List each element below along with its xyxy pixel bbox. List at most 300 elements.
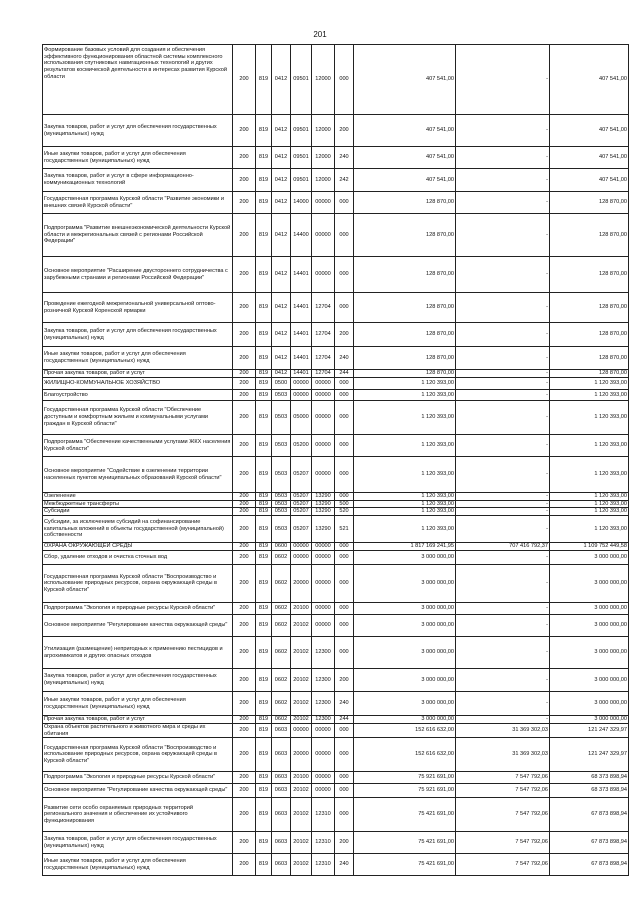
row-name: Государственная программа Курской области "Воспроизводство и использование природных ресурсов, охрана окружающей среды в Курской области" [43, 565, 233, 603]
row-name: Основное мероприятие "Регулирование качества окружающей среды" [43, 784, 233, 798]
row-direction-code: 12300 [312, 669, 335, 692]
row-remaining-amount: 1 120 393,00 [550, 378, 629, 390]
table-row [43, 347, 629, 370]
row-remaining-amount: 128 870,00 [550, 323, 629, 347]
row-program-code: 14400 [291, 214, 312, 257]
row-gov-code: 819 [256, 716, 272, 724]
row-expense-type: 200 [335, 323, 354, 347]
table-row [43, 500, 629, 508]
row-admin-code: 200 [233, 565, 256, 603]
row-remaining-amount: 128 870,00 [550, 293, 629, 323]
row-name: Закупка товаров, работ и услуг для обеспечения государственных (муниципальных) нужд [43, 832, 233, 854]
row-remaining-amount: 1 120 393,00 [550, 435, 629, 457]
row-program-code: 20102 [291, 669, 312, 692]
row-gov-code: 819 [256, 772, 272, 784]
row-expense-type: 000 [335, 798, 354, 832]
row-name: Закупка товаров, работ и услуг в сфере информационно-коммуникационных технологий [43, 169, 233, 192]
row-name: Развитие сети особо охраняемых природных территорий регионального значения и обеспечение их устойчивого функционирования [43, 798, 233, 832]
row-executed-amount: - [456, 493, 550, 501]
row-direction-code: 12704 [312, 323, 335, 347]
row-section-code: 0503 [272, 516, 291, 543]
row-expense-type: 000 [335, 45, 354, 115]
row-executed-amount: - [456, 435, 550, 457]
row-gov-code: 819 [256, 637, 272, 669]
row-gov-code: 819 [256, 115, 272, 147]
page-number: 201 [313, 30, 327, 39]
row-direction-code: 00000 [312, 603, 335, 615]
row-gov-code: 819 [256, 603, 272, 615]
row-name: Государственная программа Курской области "Развитие экономики и внешних связей Курской области" [43, 192, 233, 214]
row-expense-type: 000 [335, 390, 354, 401]
row-remaining-amount: 407 541,00 [550, 169, 629, 192]
row-program-code: 14000 [291, 192, 312, 214]
row-executed-amount: 31 369 302,03 [456, 723, 550, 737]
row-gov-code: 819 [256, 692, 272, 716]
row-admin-code: 200 [233, 669, 256, 692]
table-row [43, 293, 629, 323]
table-row [43, 323, 629, 347]
row-plan-amount: 152 616 632,00 [354, 738, 456, 772]
row-expense-type: 200 [335, 115, 354, 147]
row-gov-code: 819 [256, 192, 272, 214]
row-executed-amount: - [456, 551, 550, 565]
row-admin-code: 200 [233, 508, 256, 516]
row-remaining-amount: 128 870,00 [550, 257, 629, 293]
row-program-code: 20102 [291, 854, 312, 876]
row-gov-code: 819 [256, 169, 272, 192]
row-remaining-amount: 1 120 393,00 [550, 500, 629, 508]
row-plan-amount: 75 421 691,00 [354, 832, 456, 854]
row-program-code: 05000 [291, 401, 312, 435]
row-admin-code: 200 [233, 457, 256, 493]
row-remaining-amount: 1 120 393,00 [550, 508, 629, 516]
row-gov-code: 819 [256, 214, 272, 257]
row-expense-type: 200 [335, 669, 354, 692]
row-executed-amount: - [456, 669, 550, 692]
row-section-code: 0600 [272, 543, 291, 551]
row-executed-amount: - [456, 516, 550, 543]
row-remaining-amount: 121 247 329,97 [550, 723, 629, 737]
row-program-code: 20000 [291, 565, 312, 603]
row-remaining-amount: 1 120 393,00 [550, 390, 629, 401]
row-admin-code: 200 [233, 323, 256, 347]
row-program-code: 14401 [291, 293, 312, 323]
row-section-code: 0603 [272, 832, 291, 854]
row-expense-type: 000 [335, 603, 354, 615]
row-executed-amount: 7 547 792,06 [456, 798, 550, 832]
row-program-code: 09501 [291, 45, 312, 115]
row-expense-type: 000 [335, 784, 354, 798]
row-remaining-amount: 3 000 000,00 [550, 692, 629, 716]
table-row [43, 692, 629, 716]
row-gov-code: 819 [256, 257, 272, 293]
row-plan-amount: 152 616 632,00 [354, 723, 456, 737]
row-executed-amount: 7 547 792,06 [456, 772, 550, 784]
row-executed-amount: - [456, 169, 550, 192]
row-section-code: 0412 [272, 45, 291, 115]
row-program-code: 09501 [291, 169, 312, 192]
row-remaining-amount: 67 873 898,94 [550, 854, 629, 876]
row-expense-type: 000 [335, 543, 354, 551]
row-executed-amount: - [456, 565, 550, 603]
row-admin-code: 200 [233, 603, 256, 615]
row-remaining-amount: 68 373 898,94 [550, 772, 629, 784]
table-row [43, 435, 629, 457]
row-admin-code: 200 [233, 435, 256, 457]
row-gov-code: 819 [256, 457, 272, 493]
row-executed-amount: - [456, 500, 550, 508]
row-name: Государственная программа Курской области "Обеспечение доступным и комфортным жильем и коммунальными услугами граждан в Курской области" [43, 401, 233, 435]
row-executed-amount: - [456, 390, 550, 401]
row-remaining-amount: 3 000 000,00 [550, 603, 629, 615]
row-plan-amount: 128 870,00 [354, 323, 456, 347]
row-plan-amount: 128 870,00 [354, 214, 456, 257]
row-name: Подпрограмма "Обеспечение качественными услугами ЖКХ населения Курской области" [43, 435, 233, 457]
row-program-code: 00000 [291, 390, 312, 401]
row-admin-code: 200 [233, 615, 256, 637]
row-name: Закупка товаров, работ и услуг для обеспечения государственных (муниципальных) нужд [43, 115, 233, 147]
row-gov-code: 819 [256, 551, 272, 565]
row-admin-code: 200 [233, 493, 256, 501]
row-program-code: 00000 [291, 551, 312, 565]
row-direction-code: 00000 [312, 551, 335, 565]
row-section-code: 0503 [272, 435, 291, 457]
row-admin-code: 200 [233, 293, 256, 323]
row-program-code: 20102 [291, 637, 312, 669]
row-plan-amount: 1 120 393,00 [354, 493, 456, 501]
table-row [43, 637, 629, 669]
row-name: Подпрограмма "Экология и природные ресурсы Курской области" [43, 772, 233, 784]
row-program-code: 05200 [291, 435, 312, 457]
row-name: Субсидии, за исключением субсидий на софинансирование капитальных вложений в объекты государственной (муниципальной) собственности [43, 516, 233, 543]
row-plan-amount: 407 541,00 [354, 169, 456, 192]
row-gov-code: 819 [256, 45, 272, 115]
row-direction-code: 00000 [312, 615, 335, 637]
row-plan-amount: 3 000 000,00 [354, 637, 456, 669]
row-name: Основное мероприятие "Регулирование качества окружающей среды" [43, 615, 233, 637]
row-section-code: 0602 [272, 565, 291, 603]
row-admin-code: 200 [233, 500, 256, 508]
row-executed-amount: - [456, 637, 550, 669]
row-expense-type: 000 [335, 493, 354, 501]
row-remaining-amount: 68 373 898,94 [550, 784, 629, 798]
row-direction-code: 12704 [312, 293, 335, 323]
row-admin-code: 200 [233, 516, 256, 543]
row-expense-type: 000 [335, 293, 354, 323]
row-program-code: 20102 [291, 692, 312, 716]
row-executed-amount: 7 547 792,06 [456, 784, 550, 798]
row-direction-code: 12300 [312, 637, 335, 669]
row-expense-type: 200 [335, 832, 354, 854]
row-gov-code: 819 [256, 565, 272, 603]
table-row [43, 169, 629, 192]
row-program-code: 05207 [291, 500, 312, 508]
row-gov-code: 819 [256, 347, 272, 370]
table-row [43, 784, 629, 798]
row-plan-amount: 3 000 000,00 [354, 603, 456, 615]
row-section-code: 0602 [272, 669, 291, 692]
row-section-code: 0412 [272, 192, 291, 214]
row-section-code: 0602 [272, 551, 291, 565]
row-admin-code: 200 [233, 692, 256, 716]
row-remaining-amount: 3 000 000,00 [550, 565, 629, 603]
row-section-code: 0503 [272, 401, 291, 435]
row-plan-amount: 75 421 691,00 [354, 854, 456, 876]
row-admin-code: 200 [233, 401, 256, 435]
row-plan-amount: 3 000 000,00 [354, 615, 456, 637]
row-name: Основное мероприятие "Содействие в озеленении территории населенных пунктов муниципальных образований Курской области" [43, 457, 233, 493]
row-direction-code: 00000 [312, 192, 335, 214]
row-admin-code: 200 [233, 147, 256, 169]
row-direction-code: 00000 [312, 784, 335, 798]
row-executed-amount: - [456, 370, 550, 378]
row-remaining-amount: 1 120 393,00 [550, 401, 629, 435]
row-expense-type: 244 [335, 370, 354, 378]
row-expense-type: 244 [335, 716, 354, 724]
row-admin-code: 200 [233, 214, 256, 257]
row-program-code: 20102 [291, 784, 312, 798]
row-admin-code: 200 [233, 390, 256, 401]
row-executed-amount: - [456, 214, 550, 257]
row-name: Утилизация (размещение) непригодных к применению пестицидов и агрохимикатов и других опасных отходов [43, 637, 233, 669]
row-expense-type: 520 [335, 508, 354, 516]
table-row [43, 192, 629, 214]
table-row [43, 508, 629, 516]
row-remaining-amount: 407 541,00 [550, 115, 629, 147]
row-name: Прочая закупка товаров, работ и услуг [43, 716, 233, 724]
row-remaining-amount: 407 541,00 [550, 45, 629, 115]
table-row [43, 551, 629, 565]
table-row [43, 669, 629, 692]
row-plan-amount: 128 870,00 [354, 347, 456, 370]
row-expense-type: 242 [335, 169, 354, 192]
row-name: Межбюджетные трансферты [43, 500, 233, 508]
row-expense-type: 240 [335, 147, 354, 169]
row-plan-amount: 3 000 000,00 [354, 565, 456, 603]
row-executed-amount: - [456, 257, 550, 293]
row-admin-code: 200 [233, 784, 256, 798]
row-plan-amount: 1 120 393,00 [354, 390, 456, 401]
row-plan-amount: 1 120 393,00 [354, 516, 456, 543]
row-executed-amount: - [456, 716, 550, 724]
row-name: Благоустройство [43, 390, 233, 401]
row-admin-code: 200 [233, 738, 256, 772]
row-direction-code: 00000 [312, 390, 335, 401]
row-name: Государственная программа Курской области "Воспроизводство и использование природных ресурсов, охрана окружающей среды в Курской области" [43, 738, 233, 772]
table-row [43, 115, 629, 147]
row-program-code: 20100 [291, 603, 312, 615]
row-section-code: 0500 [272, 378, 291, 390]
row-section-code: 0412 [272, 214, 291, 257]
row-expense-type: 240 [335, 854, 354, 876]
row-section-code: 0602 [272, 637, 291, 669]
row-plan-amount: 128 870,00 [354, 257, 456, 293]
row-admin-code: 200 [233, 115, 256, 147]
row-admin-code: 200 [233, 370, 256, 378]
row-gov-code: 819 [256, 854, 272, 876]
row-expense-type: 000 [335, 435, 354, 457]
row-admin-code: 200 [233, 551, 256, 565]
row-executed-amount: - [456, 323, 550, 347]
row-plan-amount: 1 120 393,00 [354, 457, 456, 493]
row-remaining-amount: 3 000 000,00 [550, 615, 629, 637]
row-section-code: 0503 [272, 390, 291, 401]
row-remaining-amount: 67 873 898,94 [550, 832, 629, 854]
row-remaining-amount: 1 120 393,00 [550, 457, 629, 493]
row-plan-amount: 407 541,00 [354, 115, 456, 147]
row-direction-code: 00000 [312, 257, 335, 293]
row-section-code: 0603 [272, 738, 291, 772]
row-plan-amount: 407 541,00 [354, 45, 456, 115]
row-section-code: 0412 [272, 370, 291, 378]
row-section-code: 0412 [272, 147, 291, 169]
row-admin-code: 200 [233, 772, 256, 784]
row-gov-code: 819 [256, 401, 272, 435]
row-gov-code: 819 [256, 147, 272, 169]
row-direction-code: 13290 [312, 493, 335, 501]
row-direction-code: 00000 [312, 772, 335, 784]
row-admin-code: 200 [233, 798, 256, 832]
row-executed-amount: - [456, 615, 550, 637]
row-program-code: 00000 [291, 543, 312, 551]
row-program-code: 05207 [291, 457, 312, 493]
row-gov-code: 819 [256, 493, 272, 501]
row-plan-amount: 1 817 169 241,95 [354, 543, 456, 551]
row-executed-amount: - [456, 115, 550, 147]
row-section-code: 0603 [272, 784, 291, 798]
row-plan-amount: 75 421 691,00 [354, 798, 456, 832]
table-row [43, 401, 629, 435]
row-direction-code: 13290 [312, 516, 335, 543]
table-row [43, 390, 629, 401]
row-expense-type: 000 [335, 214, 354, 257]
row-executed-amount: 7 547 792,06 [456, 854, 550, 876]
row-gov-code: 819 [256, 784, 272, 798]
row-remaining-amount: 3 000 000,00 [550, 716, 629, 724]
row-plan-amount: 3 000 000,00 [354, 669, 456, 692]
row-program-code: 14401 [291, 370, 312, 378]
row-remaining-amount: 1 120 393,00 [550, 493, 629, 501]
row-section-code: 0603 [272, 723, 291, 737]
row-expense-type: 000 [335, 738, 354, 772]
table-row [43, 214, 629, 257]
row-gov-code: 819 [256, 723, 272, 737]
row-section-code: 0602 [272, 615, 291, 637]
table-row [43, 543, 629, 551]
row-program-code: 14401 [291, 323, 312, 347]
row-admin-code: 200 [233, 257, 256, 293]
row-section-code: 0503 [272, 508, 291, 516]
row-direction-code: 00000 [312, 401, 335, 435]
row-direction-code: 12300 [312, 692, 335, 716]
row-expense-type: 000 [335, 257, 354, 293]
row-name: Иные закупки товаров, работ и услуг для обеспечения государственных (муниципальных) нужд [43, 147, 233, 169]
row-program-code: 20102 [291, 832, 312, 854]
budget-table [42, 44, 629, 876]
row-direction-code: 00000 [312, 457, 335, 493]
row-expense-type: 000 [335, 192, 354, 214]
row-remaining-amount: 128 870,00 [550, 214, 629, 257]
row-gov-code: 819 [256, 378, 272, 390]
row-name: Охрана объектов растительного и животного мира и среды их обитания [43, 723, 233, 737]
table-body [43, 45, 629, 876]
row-name: Прочая закупка товаров, работ и услуг [43, 370, 233, 378]
row-direction-code: 12310 [312, 798, 335, 832]
row-gov-code: 819 [256, 832, 272, 854]
row-executed-amount: - [456, 45, 550, 115]
row-program-code: 20100 [291, 772, 312, 784]
table-row [43, 516, 629, 543]
row-gov-code: 819 [256, 798, 272, 832]
row-direction-code: 13290 [312, 500, 335, 508]
row-expense-type: 500 [335, 500, 354, 508]
row-name: Озеленение [43, 493, 233, 501]
row-expense-type: 000 [335, 637, 354, 669]
row-direction-code: 12000 [312, 147, 335, 169]
row-executed-amount: - [456, 378, 550, 390]
row-name: Закупка товаров, работ и услуг для обеспечения государственных (муниципальных) нужд [43, 669, 233, 692]
row-plan-amount: 3 000 000,00 [354, 716, 456, 724]
row-direction-code: 12310 [312, 854, 335, 876]
row-executed-amount: - [456, 401, 550, 435]
row-admin-code: 200 [233, 543, 256, 551]
row-section-code: 0412 [272, 257, 291, 293]
row-remaining-amount: 3 000 000,00 [550, 669, 629, 692]
row-expense-type: 000 [335, 723, 354, 737]
row-section-code: 0503 [272, 500, 291, 508]
row-direction-code: 12704 [312, 347, 335, 370]
row-plan-amount: 1 120 393,00 [354, 401, 456, 435]
row-executed-amount: - [456, 692, 550, 716]
table-row [43, 493, 629, 501]
row-section-code: 0503 [272, 493, 291, 501]
row-executed-amount: - [456, 192, 550, 214]
row-section-code: 0602 [272, 603, 291, 615]
row-gov-code: 819 [256, 669, 272, 692]
row-remaining-amount: 67 873 898,94 [550, 798, 629, 832]
row-expense-type: 000 [335, 457, 354, 493]
row-program-code: 09501 [291, 147, 312, 169]
row-name: ОХРАНА ОКРУЖАЮЩЕЙ СРЕДЫ [43, 543, 233, 551]
table-row [43, 45, 629, 115]
row-executed-amount: - [456, 603, 550, 615]
row-program-code: 00000 [291, 378, 312, 390]
row-program-code: 20102 [291, 615, 312, 637]
row-direction-code: 12310 [312, 832, 335, 854]
row-section-code: 0412 [272, 115, 291, 147]
row-executed-amount: - [456, 147, 550, 169]
row-direction-code: 12000 [312, 45, 335, 115]
row-section-code: 0412 [272, 347, 291, 370]
table-row [43, 457, 629, 493]
table-row [43, 147, 629, 169]
table-row [43, 738, 629, 772]
row-expense-type: 240 [335, 347, 354, 370]
row-admin-code: 200 [233, 832, 256, 854]
row-executed-amount: - [456, 347, 550, 370]
row-plan-amount: 128 870,00 [354, 192, 456, 214]
row-name: Сбор, удаление отходов и очистка сточных вод [43, 551, 233, 565]
row-program-code: 09501 [291, 115, 312, 147]
row-name: Закупка товаров, работ и услуг для обеспечения государственных (муниципальных) нужд [43, 323, 233, 347]
row-gov-code: 819 [256, 508, 272, 516]
row-admin-code: 200 [233, 637, 256, 669]
row-direction-code: 00000 [312, 378, 335, 390]
row-direction-code: 12000 [312, 115, 335, 147]
row-gov-code: 819 [256, 738, 272, 772]
row-executed-amount: - [456, 457, 550, 493]
row-admin-code: 200 [233, 854, 256, 876]
